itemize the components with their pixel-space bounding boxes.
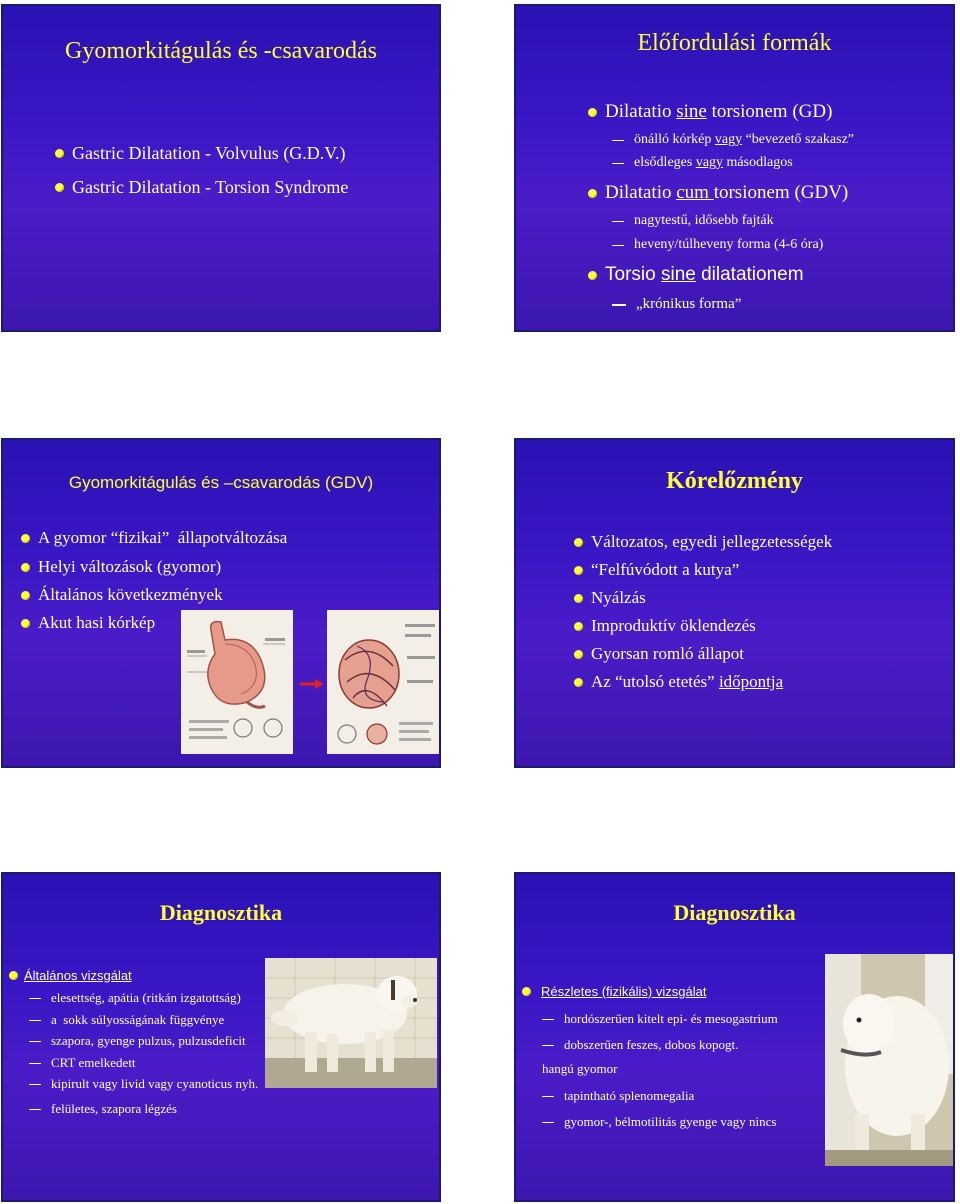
bullet-item: Gastric Dilatation - Torsion Syndrome xyxy=(55,177,348,198)
slide-diagnostics-general xyxy=(1,872,441,1202)
dash-icon xyxy=(612,163,624,164)
dash-icon xyxy=(29,1109,41,1110)
bullet-dot-icon xyxy=(21,534,30,543)
sub-item: nagytestű, idősebb fajták xyxy=(612,213,774,229)
dash-icon xyxy=(29,1020,41,1021)
bullet-item: Nyálzás xyxy=(574,588,646,608)
sub-item: elesettség, apátia (ritkán izgatottság) xyxy=(29,990,241,1006)
sub-item: elsődleges vagy másodlagos xyxy=(612,155,793,171)
bullet-dot-icon xyxy=(21,563,30,572)
slide-title: Előfordulási formák xyxy=(637,30,832,56)
bullet-dot-icon xyxy=(574,650,583,659)
bullet-item: Torsio sine dilatationem xyxy=(588,264,804,286)
slide-forms xyxy=(514,4,955,332)
bullet-dot-icon xyxy=(55,183,64,192)
normal-stomach-illustration xyxy=(181,610,293,754)
bullet-item: Helyi változások (gyomor) xyxy=(21,557,221,577)
dash-icon xyxy=(612,140,624,141)
dash-icon xyxy=(29,1041,41,1042)
sub-item: tapintható splenomegalia xyxy=(542,1088,694,1104)
bullet-item: Dilatatio cum torsionem (GDV) xyxy=(588,182,848,204)
dog-photo xyxy=(265,958,437,1088)
sub-item: „krónikus forma” xyxy=(612,296,741,313)
bullet-item: Gastric Dilatation - Volvulus (G.D.V.) xyxy=(55,143,345,164)
sub-item: szapora, gyenge pulzus, pulzusdeficit xyxy=(29,1033,246,1049)
bullet-dot-icon xyxy=(9,971,18,980)
bullet-dot-icon xyxy=(574,538,583,547)
slide-title: Gyomorkitágulás és -csavarodás xyxy=(65,38,377,64)
slide-diagnostics-detailed xyxy=(514,872,955,1202)
slide-title: Kórelőzmény xyxy=(666,468,803,494)
arrow-right-icon xyxy=(299,678,325,690)
dog-photo xyxy=(825,954,955,1166)
section-heading: Általános vizsgálat xyxy=(9,968,132,983)
dash-icon xyxy=(542,1019,554,1020)
bullet-dot-icon xyxy=(21,619,30,628)
dash-icon xyxy=(542,1096,554,1097)
bullet-dot-icon xyxy=(574,594,583,603)
bullet-item: Változatos, egyedi jellegzetességek xyxy=(574,532,832,552)
slide-title: Diagnosztika xyxy=(159,900,283,925)
slide-history xyxy=(514,438,955,768)
bullet-dot-icon xyxy=(522,987,531,996)
bullet-item: Improduktív öklendezés xyxy=(574,616,756,636)
bullet-item: Gyorsan romló állapot xyxy=(574,644,744,664)
sub-item: heveny/túlheveny forma (4-6 óra) xyxy=(612,237,823,253)
twisted-stomach-illustration xyxy=(327,610,440,754)
bullet-item: Általános következmények xyxy=(21,585,223,605)
slide-gdv-overview xyxy=(1,438,441,768)
bullet-item: Az “utolsó etetés” időpontja xyxy=(574,672,783,692)
dash-icon xyxy=(612,245,624,246)
dash-icon xyxy=(542,1045,554,1046)
bullet-dot-icon xyxy=(574,678,583,687)
bullet-item: Akut hasi kórkép xyxy=(21,613,155,633)
bullet-dot-icon xyxy=(21,591,30,600)
dash-icon xyxy=(542,1122,554,1123)
sub-item: felületes, szapora légzés xyxy=(29,1101,177,1117)
sub-item: gyomor-, bélmotilitás gyenge vagy nincs xyxy=(542,1114,776,1130)
sub-item: kipirult vagy livid vagy cyanoticus nyh. xyxy=(29,1076,258,1092)
sub-item: hordószerűen kitelt epi- és mesogastrium xyxy=(542,1011,778,1027)
sub-item: a sokk súlyosságának függvénye xyxy=(29,1012,224,1028)
dash-icon xyxy=(612,221,624,222)
sub-item: hangú gyomor xyxy=(542,1061,618,1076)
sub-item: dobszerűen feszes, dobos kopogt. xyxy=(542,1037,738,1053)
bullet-dot-icon xyxy=(588,271,597,280)
bullet-item: Dilatatio sine torsionem (GD) xyxy=(588,101,832,123)
bullet-dot-icon xyxy=(588,189,597,198)
sub-item: CRT emelkedett xyxy=(29,1055,136,1071)
bullet-item: “Felfúvódott a kutya” xyxy=(574,560,739,580)
slide-gdv-intro xyxy=(1,4,441,332)
bullet-item: A gyomor “fizikai” állapotváltozása xyxy=(21,528,287,548)
slide-title: Gyomorkitágulás és –csavarodás (GDV) xyxy=(68,473,374,492)
bullet-dot-icon xyxy=(574,566,583,575)
slide-title: Diagnosztika xyxy=(673,900,796,925)
sub-item: önálló kórkép vagy “bevezető szakasz” xyxy=(612,132,854,148)
dash-icon xyxy=(612,304,626,306)
dash-icon xyxy=(29,998,41,999)
section-heading: Részletes (fizikális) vizsgálat xyxy=(522,984,706,999)
bullet-dot-icon xyxy=(55,149,64,158)
bullet-dot-icon xyxy=(588,108,597,117)
dash-icon xyxy=(29,1084,41,1085)
bullet-dot-icon xyxy=(574,622,583,631)
dash-icon xyxy=(29,1063,41,1064)
